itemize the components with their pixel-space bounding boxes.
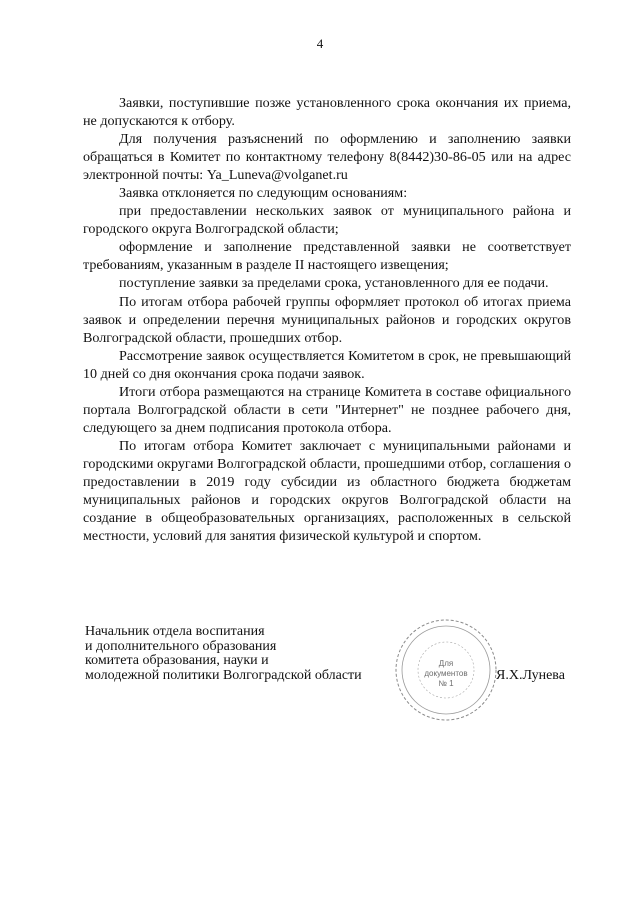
signer-position-line: комитета образования, науки и bbox=[85, 653, 269, 668]
paragraph: Итоги отбора размещаются на странице Комитета в составе официального портала Волгоградской области в сети "Интернет" не позднее рабочего дня, следующего за днем подписания протокола отбора. bbox=[83, 383, 571, 436]
paragraph: поступление заявки за пределами срока, установленного для ее подачи. bbox=[119, 275, 549, 292]
stamp-seal-icon bbox=[392, 616, 500, 724]
paragraph: Заявки, поступившие позже установленного срока окончания их приема, не допускаются к отбору. bbox=[83, 95, 571, 130]
official-stamp bbox=[392, 616, 500, 724]
document-body bbox=[83, 94, 571, 545]
stamp-text-line: документов bbox=[424, 669, 468, 678]
signature-block bbox=[85, 625, 405, 683]
paragraph: По итогам отбора Комитет заключает с муниципальными районами и городскими округами Волгоградской области, прошедшими отбор, соглашения о предоставлении в 2019 году субсидии из областного бюджета бюджетам муниципальных районов и городских округов Волгоградской области на создание в общеобразовательных организациях, расположенных в сельской местности, условий для занятия физической культурой и спортом. bbox=[83, 437, 571, 545]
signer-position-line: молодежной политики Волгоградской области bbox=[85, 667, 362, 683]
signer-name: Я.Х.Лунева bbox=[496, 668, 565, 683]
paragraph: Рассмотрение заявок осуществляется Комитетом в срок, не превышающий 10 дней со дня окончания срока подачи заявок. bbox=[83, 347, 571, 382]
paragraph: По итогам отбора рабочей группы оформляет протокол об итогах приема заявок и определении перечня муниципальных районов и городских округов Волгоградской области, прошедших отбор. bbox=[83, 293, 571, 346]
page-number: 4 bbox=[316, 36, 324, 51]
paragraph: Заявка отклоняется по следующим основаниям: bbox=[119, 185, 408, 202]
paragraph: при предоставлении нескольких заявок от муниципального района и городского округа Волгоградской области; bbox=[83, 203, 571, 238]
signer-position-line: и дополнительного образования bbox=[85, 638, 277, 654]
signer-position-line: Начальник отдела воспитания bbox=[85, 624, 265, 639]
paragraph: оформление и заполнение представленной заявки не соответствует требованиям, указанным в разделе II настоящего извещения; bbox=[83, 239, 571, 274]
paragraph: Для получения разъяснений по оформлению и заполнению заявки обращаться в Комитет по контактному телефону 8(8442)30-86-05 или на адрес электронной почты: Ya_Luneva@volganet.ru bbox=[83, 131, 571, 184]
stamp-text-line: Для bbox=[438, 659, 454, 668]
stamp-text-line: № 1 bbox=[438, 679, 454, 688]
